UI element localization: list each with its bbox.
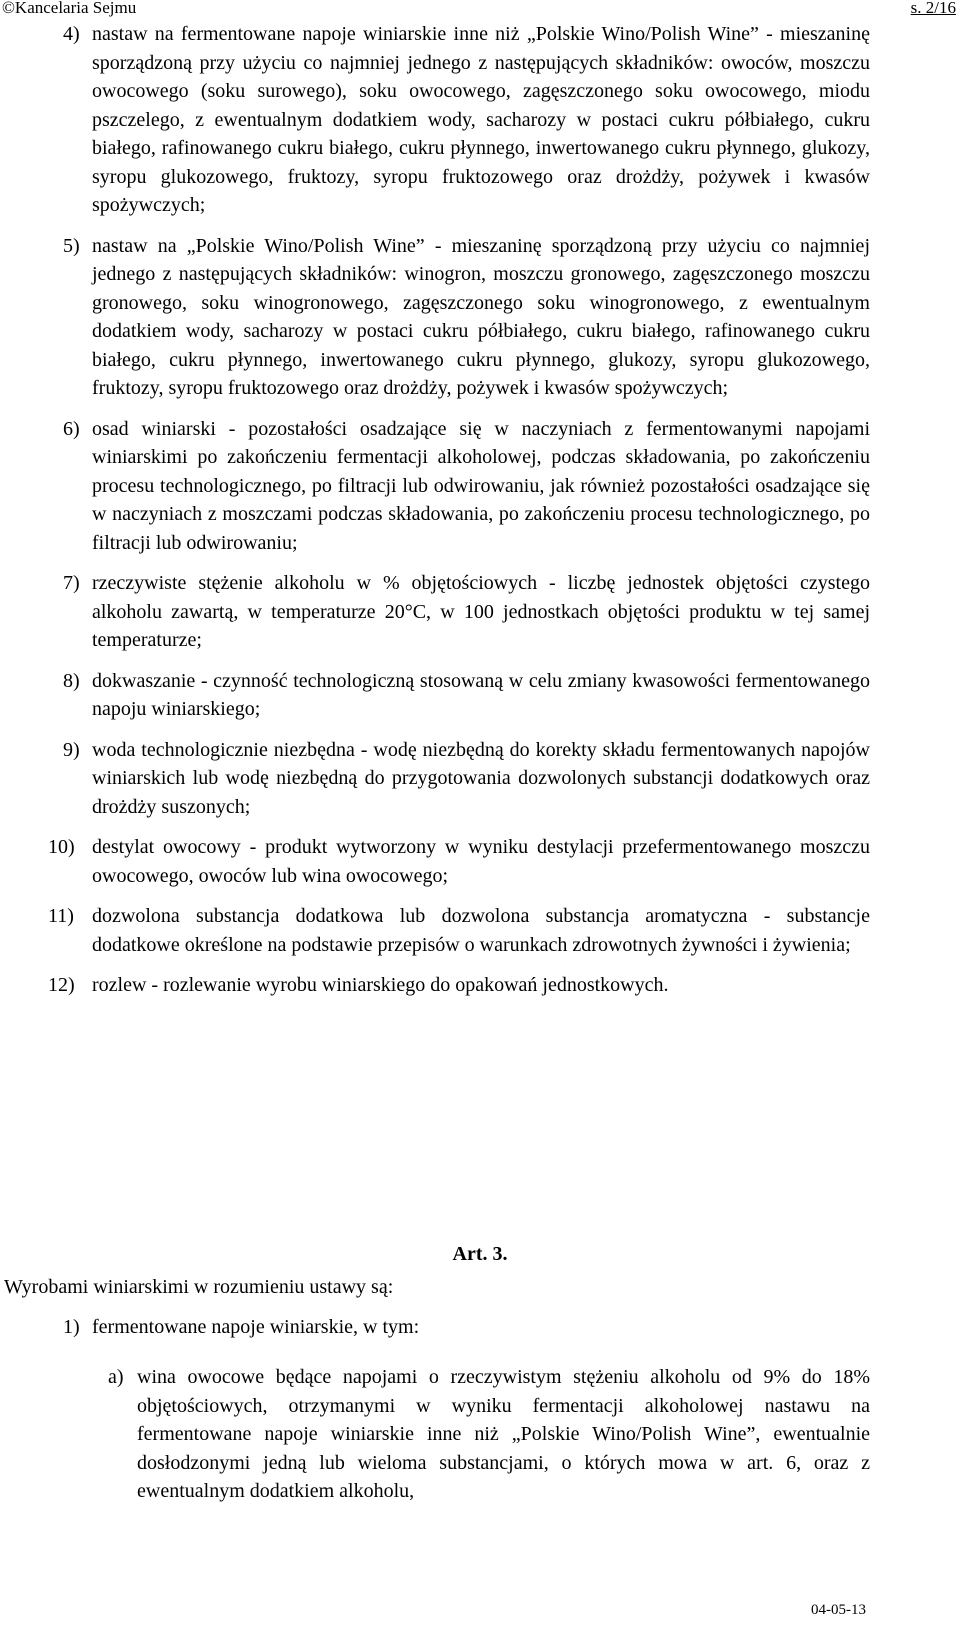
- header-copyright: ©Kancelaria Sejmu: [2, 0, 137, 17]
- item-number: 1): [63, 1316, 80, 1338]
- list-item: [0, 415, 870, 558]
- page-number: s. 2/16: [910, 0, 956, 17]
- item-text: woda technologicznie niezbędna - wodę niezbędną do korekty składu fermentowanych napojów winiarskich lub wodę niezbędną do przygotowania dozwolonych substancji dodatkowych oraz drożdży suszonych;: [92, 738, 870, 818]
- list-item: [0, 569, 870, 655]
- list-item: [0, 1313, 870, 1342]
- item-number: 8): [63, 669, 80, 692]
- item-number: 12): [48, 974, 75, 996]
- item-text: dozwolona substancja dodatkowa lub dozwolona substancja aromatyczna - substancje dodatkowe określone na podstawie przepisów o warunkach zdrowotnych żywności i żywienia;: [92, 905, 870, 956]
- article-title: Art. 3.: [452, 1243, 508, 1265]
- list-item: [0, 736, 870, 822]
- list-item: [0, 833, 870, 890]
- item-text: osad winiarski - pozostałości osadzające się w naczyniach z fermentowanymi napojami winiarskimi po zakończeniu fermentacji alkoholowej, podczas składowania, po zakończeniu procesu technologicznego, po filtracji lub odwirowaniu, jak również pozostałości osadzające się w naczyniach z moszczami podczas składowania, po zakończeniu procesu technologicznego, po filtracji lub odwirowaniu;: [92, 417, 870, 554]
- article-intro: Wyrobami winiarskimi w rozumieniu ustawy są:: [4, 1276, 394, 1298]
- item-number: 6): [63, 417, 80, 440]
- list-item: [0, 667, 870, 724]
- list-item: [0, 902, 870, 959]
- list-item: [0, 232, 870, 403]
- definitions-list: [0, 20, 870, 1012]
- item-number: 11): [48, 905, 74, 927]
- article-list: [0, 1313, 870, 1366]
- item-text: destylat owocowy - produkt wytworzony w wyniku destylacji przefermentowanego moszczu owocowego, owoców lub wina owocowego;: [92, 836, 870, 887]
- item-text: rzeczywiste stężenie alkoholu w % objętościowych - liczbę jednostek objętości czystego alkoholu zawartą, w temperaturze 20°C, w 100 jednostkach objętości produktu w tej samej temperaturze;: [92, 572, 870, 651]
- sub-item-letter: a): [108, 1366, 124, 1388]
- item-text: dokwaszanie - czynność technologiczną stosowaną w celu zmiany kwasowości fermentowanego napoju winiarskiego;: [92, 669, 870, 720]
- item-text: nastaw na fermentowane napoje winiarskie inne niż „Polskie Wino/Polish Wine” - mieszaninę sporządzoną przy użyciu co najmniej jednego z następujących składników: owoców, moszczu owocowego (soku surowego), soku owocowego, zagęszczonego soku owocowego, miodu pszczelego, z ewentualnym dodatkiem wody, sacharozy w postaci cukru półbiałego, cukru białego, rafinowanego cukru białego, cukru płynnego, inwertowanego cukru płynnego, glukozy, syropu glukozowego, fruktozy, syropu fruktozowego oraz drożdży, pożywek i kwasów spożywczych;: [92, 23, 870, 216]
- item-text: fermentowane napoje winiarskie, w tym:: [92, 1316, 420, 1338]
- item-number: 10): [48, 836, 75, 858]
- item-text: rozlew - rozlewanie wyrobu winiarskiego do opakowań jednostkowych.: [92, 974, 669, 996]
- item-number: 4): [63, 23, 80, 45]
- list-item: [0, 20, 870, 220]
- item-number: 7): [63, 572, 80, 594]
- footer-date: 04-05-13: [811, 1602, 866, 1618]
- sub-list-item: [108, 1363, 870, 1506]
- sub-item-text: wina owocowe będące napojami o rzeczywistym stężeniu alkoholu od 9% do 18% objętościowych, otrzymanymi w wyniku fermentacji alkoholowej nastawu na fermentowane napoje winiarskie inne niż „Polskie Wino/Polish Wine”, ewentualnie dosłodzonymi jedną lub wieloma substancjami, o których mowa w art. 6, oraz z ewentualnym dodatkiem alkoholu,: [137, 1366, 870, 1502]
- list-item: [0, 971, 870, 1000]
- item-number: 9): [63, 738, 80, 761]
- item-number: 5): [63, 234, 80, 257]
- item-text: nastaw na „Polskie Wino/Polish Wine” - mieszaninę sporządzoną przy użyciu co najmniej jednego z następujących składników: winogron, moszczu gronowego, zagęszczonego moszczu gronowego, soku winogronowego, zagęszczonego soku winogronowego, z ewentualnym dodatkiem wody, sacharozy w postaci cukru półbiałego, cukru białego, rafinowanego cukru białego, cukru płynnego, inwertowanego cukru płynnego, glukozy, syropu glukozowego, fruktozy, syropu fruktozowego oraz drożdży, pożywek i kwasów spożywczych;: [92, 234, 870, 399]
